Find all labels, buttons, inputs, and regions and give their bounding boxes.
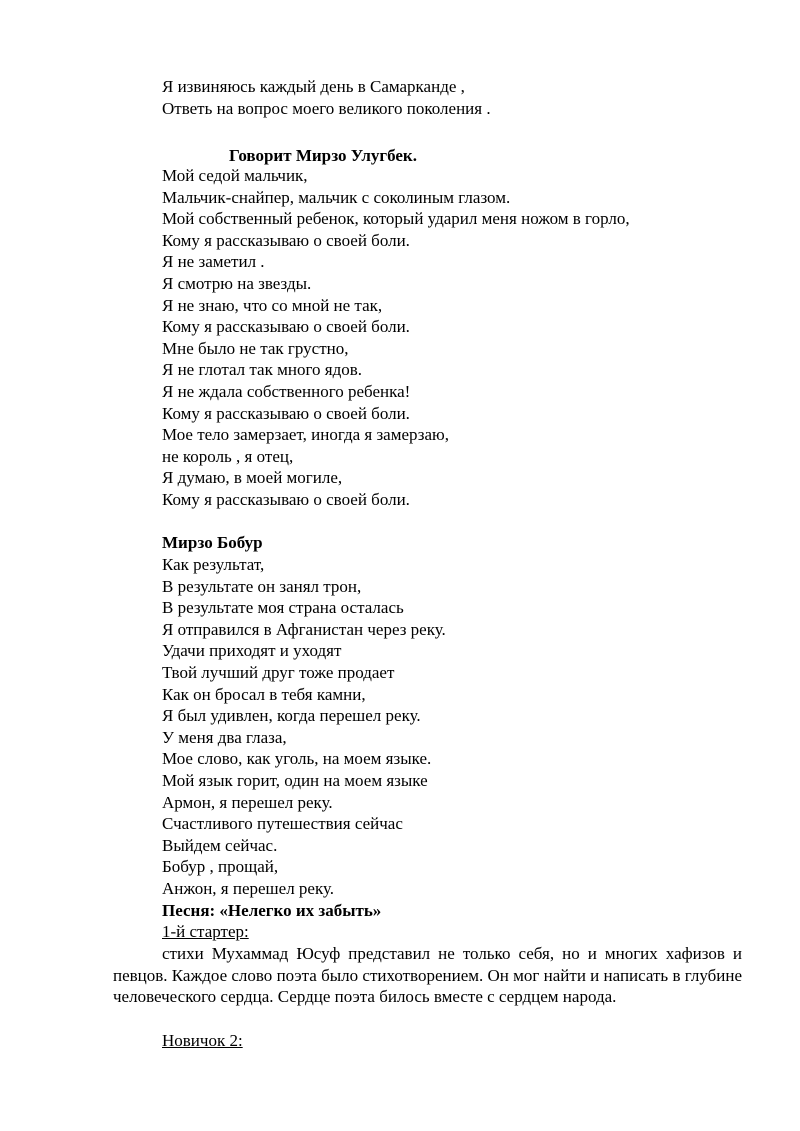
poem-line: Я был удивлен, когда перешел реку. bbox=[162, 706, 421, 725]
poem-line: Ответь на вопрос моего великого поколения . bbox=[162, 99, 491, 118]
poem-line: Мальчик-снайпер, мальчик с соколиным глазом. bbox=[162, 188, 511, 207]
body-paragraph: стихи Мухаммад Юсуф представил не только себя, но и многих хафизов и певцов. Каждое слово поэта было стихотворением. Он мог найти и написать в глубине человеческого сердца. Сердце поэта билось вместе с сердцем народа. bbox=[113, 944, 742, 1007]
poem-line: Я не знаю, что со мной не так, bbox=[162, 296, 383, 315]
section-heading-ulugbek: Говорит Мирзо Улугбек. bbox=[229, 146, 417, 165]
poem-line: В результате моя страна осталась bbox=[162, 598, 404, 617]
section-heading-bobur: Мирзо Бобур bbox=[162, 533, 263, 552]
poem-line: Я не глотал так много ядов. bbox=[162, 360, 363, 379]
poem-line: Я извиняюсь каждый день в Самарканде , bbox=[162, 77, 465, 96]
poem-line: Я не ждала собственного ребенка! bbox=[162, 382, 411, 401]
poem-line: Удачи приходят и уходят bbox=[162, 641, 342, 660]
song-heading: Песня: «Нелегко их забыть» bbox=[162, 901, 382, 920]
speaker-label-2: Новичок 2: bbox=[162, 1031, 243, 1050]
poem-line: Кому я рассказываю о своей боли. bbox=[162, 231, 410, 250]
poem-line: Анжон, я перешел реку. bbox=[162, 879, 335, 898]
poem-line: У меня два глаза, bbox=[162, 728, 287, 747]
poem-line: Счастливого путешествия сейчас bbox=[162, 814, 403, 833]
poem-line: Выйдем сейчас. bbox=[162, 836, 278, 855]
poem-line: Армон, я перешел реку. bbox=[162, 793, 333, 812]
poem-line: Я думаю, в моей могиле, bbox=[162, 468, 343, 487]
poem-line: Мне было не так грустно, bbox=[162, 339, 349, 358]
poem-line: В результате он занял трон, bbox=[162, 577, 362, 596]
poem-line: Как результат, bbox=[162, 555, 265, 574]
poem-line: не король , я отец, bbox=[162, 447, 294, 466]
poem-line: Мой собственный ребенок, который ударил меня ножом в горло, bbox=[162, 209, 630, 228]
poem-line: Мое слово, как уголь, на моем языке. bbox=[162, 749, 432, 768]
speaker-label-1: 1-й стартер: bbox=[162, 922, 249, 941]
poem-line: Мой язык горит, один на моем языке bbox=[162, 771, 428, 790]
poem-line: Я смотрю на звезды. bbox=[162, 274, 312, 293]
poem-line: Кому я рассказываю о своей боли. bbox=[162, 490, 410, 509]
poem-line: Мой седой мальчик, bbox=[162, 166, 308, 185]
poem-line: Бобур , прощай, bbox=[162, 857, 279, 876]
poem-line: Как он бросал в тебя камни, bbox=[162, 685, 366, 704]
poem-line: Мое тело замерзает, иногда я замерзаю, bbox=[162, 425, 449, 444]
poem-line: Я отправился в Афганистан через реку. bbox=[162, 620, 446, 639]
poem-line: Твой лучший друг тоже продает bbox=[162, 663, 395, 682]
poem-line: Я не заметил . bbox=[162, 252, 265, 271]
poem-line: Кому я рассказываю о своей боли. bbox=[162, 404, 410, 423]
poem-line: Кому я рассказываю о своей боли. bbox=[162, 317, 410, 336]
